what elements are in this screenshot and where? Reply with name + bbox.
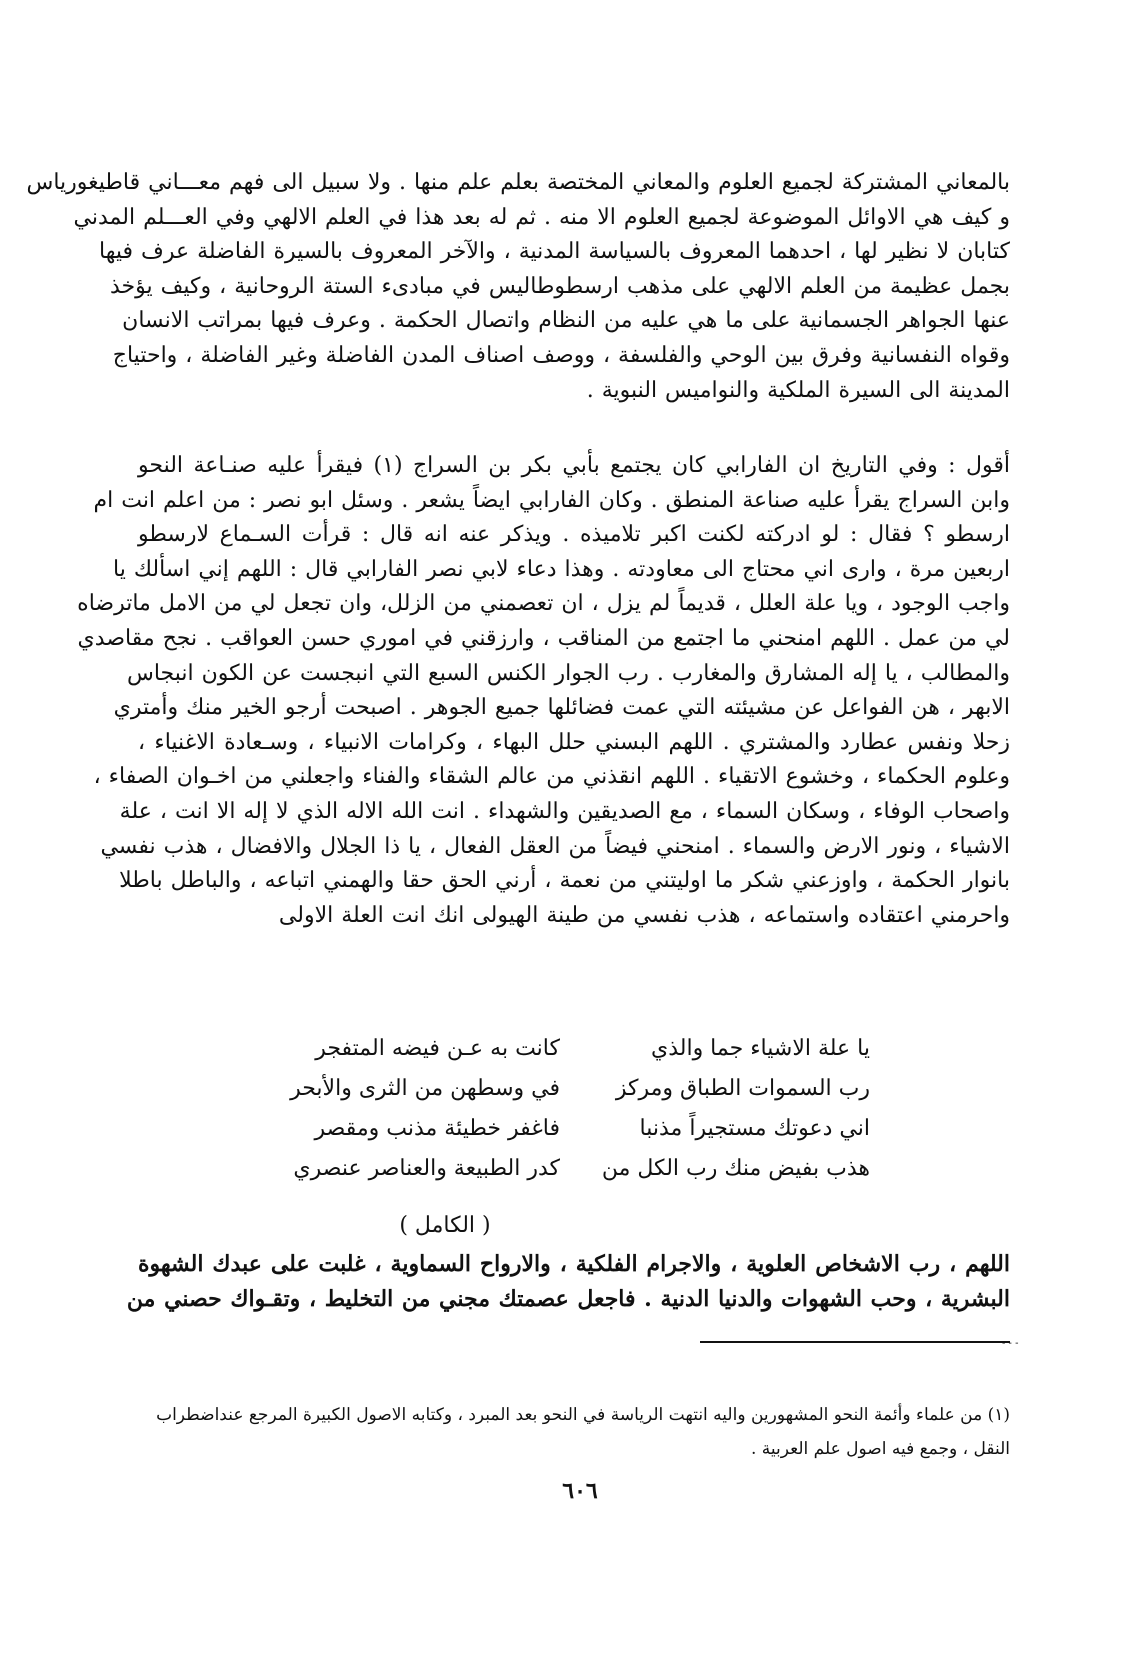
text-line: عنها الجواهر الجسمانية على ما هي عليه من النظام واتصال الحكمة . وعرف فيها بمراتب الانسان [122,308,1010,334]
text-line: الابهر ، هن الفواعل عن مشيئته التي عمت فضائلها جميع الجوهر . اصبحت أرجو الخير منك وأمتري [113,695,1010,721]
footnote-line: (١) من علماء وأئمة النحو المشهورين واليه انتهت الرياسة في النحو بعد المبرد ، وكتابه الاصول الكبيرة المرجع عنداضطراب [156,1405,1010,1425]
footnote-line: النقل ، وجمع فيه اصول علم العربية . [750,1439,1010,1459]
text-line: وقواه النفسانية وفرق بين الوحي والفلسفة ، ووصف اصناف المدن الفاضلة وغير الفاضلة ، واحتياج [112,342,1010,368]
paragraph-closing-prayer [126,1247,1010,1316]
text-line: المدينة الى السيرة الملكية والنواميس النبوية . [586,377,1010,403]
text-line: ارسطو ؟ فقال : لو ادركته لكنت اكبر تلاميذه . ويذكر عنه انه قال : قرأت السـماع لارسطو [138,522,1010,548]
verse-second-hemistich: كدر الطبيعة والعناصر عنصري [293,1156,560,1181]
poem-meter-label: ( الكامل ) [399,1213,491,1238]
verse-second-hemistich: فاغفر خطيئة مذنب ومقصر [314,1116,560,1141]
text-line: وعلوم الحكماء ، وخشوع الاتقياء . اللهم انقذني من عالم الشقاء والفناء واجعلني من اخـوان الصفاء ، [93,764,1010,790]
footnote [156,1398,1010,1466]
text-line: البشرية ، وحب الشهوات والدنيا الدنية . فاجعل عصمتك مجني من التخليط ، وتقـواك حصني من [126,1285,1010,1312]
verse-second-hemistich: في وسطهن من الثرى والأبحر [290,1076,560,1101]
text-line: واجب الوجود ، ويا علة العلل ، قديماً لم يزل ، ان تعصمني من الزلل، وان تجعل لي من الامل ماترضاه [77,591,1010,617]
text-line: بانوار الحكمة ، واوزعني شكر ما اوليتني من نعمة ، أرني الحق حقا والهمني اتباعه ، والباطل باطلا [119,868,1010,894]
verse-first-hemistich: رب السموات الطباق ومركز [615,1076,870,1101]
verse-first-hemistich: يا علة الاشياء جما والذي [650,1036,870,1061]
text-line: والمطالب ، يا إله المشارق والمغارب . رب الجوار الكنس السبع التي انبجست عن الكون انبجاس [127,660,1010,686]
poem-verse [280,1036,870,1076]
text-line: لي من عمل . اللهم امنحني ما اجتمع من المناقب ، وارزقني في اموري حسن العواقب . نجح مقاصدي [77,625,1010,651]
page-number: ٦٠٦ [562,1478,598,1504]
text-line: و كيف هي الاوائل الموضوعة لجميع العلوم الا منه . ثم له بعد هذا في العلم الالهي وفي العـــلم المدني [73,204,1010,230]
poem-verse [280,1156,870,1196]
text-line: اربعين مرة ، وارى اني محتاج الى معاودته . وهذا دعاء لابي نصر الفارابي قال : اللهم إني اسألك يا [113,556,1010,582]
poem [280,1036,870,1196]
footnote-divider-dots: - - - [1002,1338,1019,1349]
footnote-divider [700,1341,1010,1343]
paragraph-farabi-prayer [77,449,1010,933]
paragraph-farabi-works [26,166,1010,408]
poem-verse [280,1116,870,1156]
text-line: وابن السراج يقرأ عليه صناعة المنطق . وكان الفارابي ايضاً يشعر . وسئل ابو نصر : من اعلم انت ام [93,487,1010,513]
text-line: واحرمني اعتقاده واستماعه ، هذب نفسي من طينة الهيولى انك انت العلة الاولى [278,902,1010,928]
verse-second-hemistich: كانت به عـن فيضه المتفجر [315,1036,560,1061]
text-line: بجمل عظيمة من العلم الالهي على مذهب ارسطوطاليس في مبادىء الستة الروحانية ، وكيف يؤخذ [109,273,1010,299]
text-line: واصحاب الوفاء ، وسكان السماء ، مع الصديقين والشهداء . انت الله الاله الذي لا إله الا انت ، علة [119,798,1010,824]
text-line: أقول : وفي التاريخ ان الفارابي كان يجتمع بأبي بكر بن السراج (١) فيقرأ عليه صنـاعة النحو [138,453,1010,478]
text-line: كتابان لا نظير لها ، احدهما المعروف بالسياسة المدنية ، والآخر المعروف بالسيرة الفاضلة عرف فيها [99,239,1010,265]
poem-verse [280,1076,870,1116]
text-line: زحلا ونفس عطارد والمشتري . اللهم البسني حلل البهاء ، وكرامات الانبياء ، وسـعادة الاغنياء ، [138,729,1010,755]
verse-first-hemistich: اني دعوتك مستجيراً مذنبا [639,1116,870,1141]
text-line: الاشياء ، ونور الارض والسماء . امنحني فيضاً من العقل الفعال ، يا ذا الجلال والافضال ، هذب نفسي [100,833,1010,859]
verse-first-hemistich: هذب بفيض منك رب الكل من [601,1156,870,1181]
text-line: اللهم ، رب الاشخاص العلوية ، والاجرام الفلكية ، والارواح السماوية ، غلبت على عبدك الشهوة [138,1251,1010,1277]
text-line: بالمعاني المشتركة لجميع العلوم والمعاني المختصة بعلم علم منها . ولا سبيل الى فهم معـــاني قاطيغورياس [26,170,1010,195]
